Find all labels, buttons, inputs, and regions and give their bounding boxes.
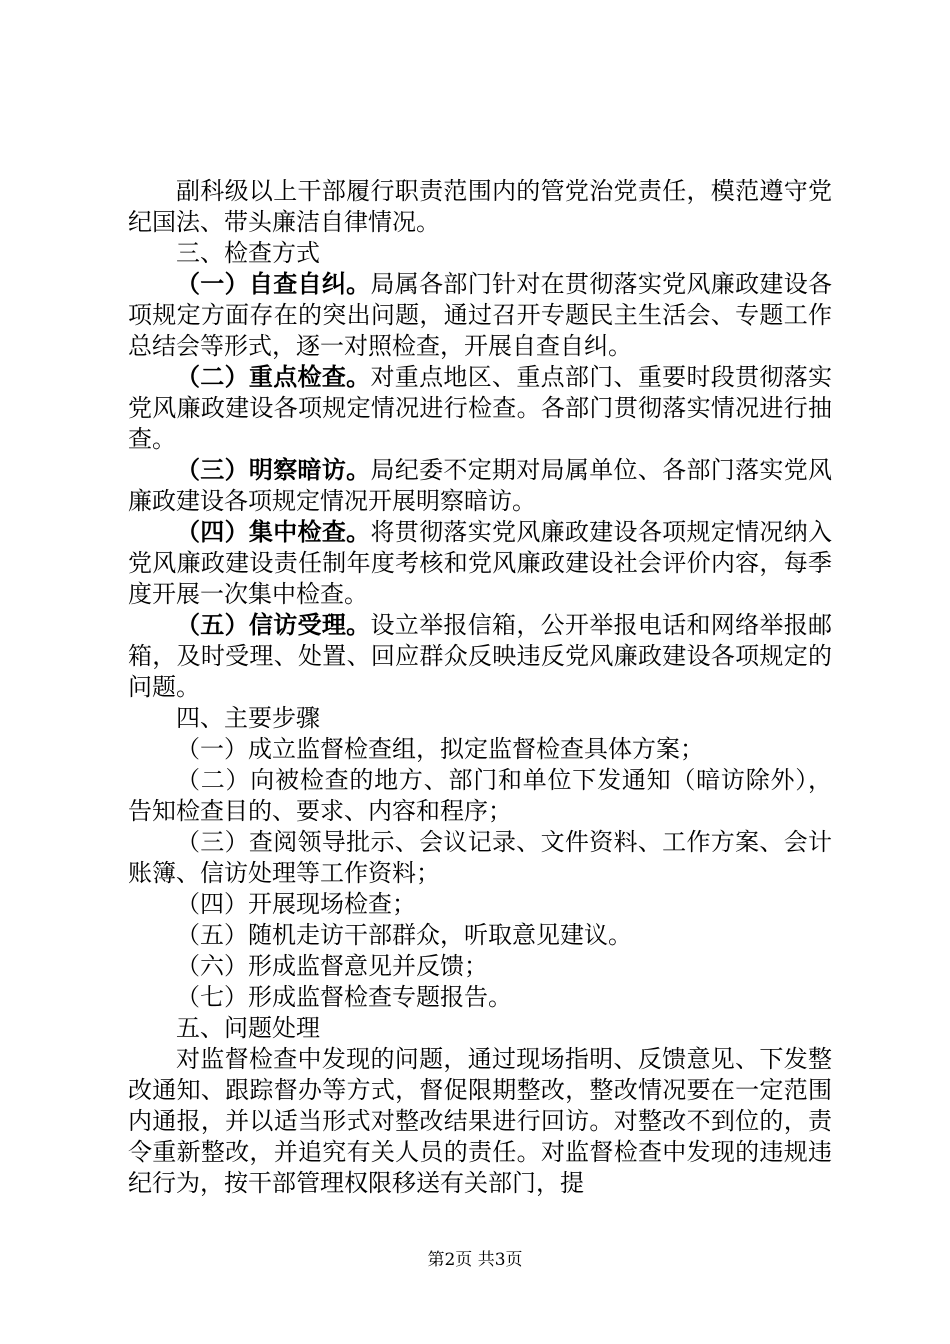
method-item-text: 对重点地区、重点部门、重要时段贯彻落实党风廉政建设各项规定情况进行检查。各部门贯彻落实情况进行抽查。 bbox=[128, 363, 833, 453]
step-item-1: （一）成立监督检查组，拟定监督检查具体方案； bbox=[176, 735, 704, 763]
method-item-lead: （二）重点检查。 bbox=[176, 363, 371, 391]
method-item-4 bbox=[128, 517, 832, 610]
method-item-lead: （一）自查自纠。 bbox=[176, 270, 371, 298]
method-item-3 bbox=[128, 455, 832, 517]
step-item-7: （七）形成监督检查专题报告。 bbox=[176, 983, 512, 1011]
method-item-1 bbox=[128, 269, 832, 362]
method-item-5 bbox=[128, 610, 832, 703]
intro-paragraph: 副科级以上干部履行职责范围内的管党治党责任，模范遵守党纪国法、带头廉洁自律情况。 bbox=[128, 177, 832, 236]
page-number: 第2页 共3页 bbox=[427, 1250, 523, 1270]
method-item-lead: （三）明察暗访。 bbox=[176, 456, 371, 484]
step-item-5: （五）随机走访干部群众，听取意见建议。 bbox=[176, 921, 632, 949]
method-item-text: 局纪委不定期对局属单位、各部门落实党风廉政建设各项规定情况开展明察暗访。 bbox=[128, 456, 833, 515]
method-item-text: 将贯彻落实党风廉政建设各项规定情况纳入党风廉政建设责任制年度考核和党风廉政建设社会评价内容，每季度开展一次集中检查。 bbox=[128, 518, 833, 608]
section-heading-4: 四、主要步骤 bbox=[176, 704, 320, 732]
method-item-text: 局属各部门针对在贯彻落实党风廉政建设各项规定方面存在的突出问题，通过召开专题民主生活会、专题工作总结会等形式，逐一对照检查，开展自查自纠。 bbox=[128, 270, 833, 360]
handling-paragraph: 对监督检查中发现的问题，通过现场指明、反馈意见、下发整改通知、跟踪督办等方式，督促限期整改，整改情况要在一定范围内通报，并以适当形式对整改结果进行回访。对整改不到位的，责令重新整改，并追究有关人员的责任。对监督检查中发现的违规违纪行为，按干部管理权限移送有关部门，提 bbox=[128, 1045, 832, 1197]
step-item-6: （六）形成监督意见并反馈； bbox=[176, 952, 488, 980]
step-item-2: （二）向被检查的地方、部门和单位下发通知（暗访除外），告知检查目的、要求、内容和程序； bbox=[128, 766, 832, 825]
document-body bbox=[128, 176, 832, 1199]
method-item-lead: （四）集中检查。 bbox=[176, 518, 371, 546]
method-item-2 bbox=[128, 362, 832, 455]
method-item-lead: （五）信访受理。 bbox=[176, 611, 371, 639]
method-item-text: 设立举报信箱，公开举报电话和网络举报邮箱，及时受理、处置、回应群众反映违反党风廉政建设各项规定的问题。 bbox=[128, 611, 833, 701]
section-heading-3: 三、检查方式 bbox=[176, 239, 320, 267]
step-item-4: （四）开展现场检查； bbox=[176, 890, 416, 918]
section-heading-5: 五、问题处理 bbox=[176, 1014, 320, 1042]
step-item-3: （三）查阅领导批示、会议记录、文件资料、工作方案、会计账簿、信访处理等工作资料； bbox=[128, 828, 832, 887]
